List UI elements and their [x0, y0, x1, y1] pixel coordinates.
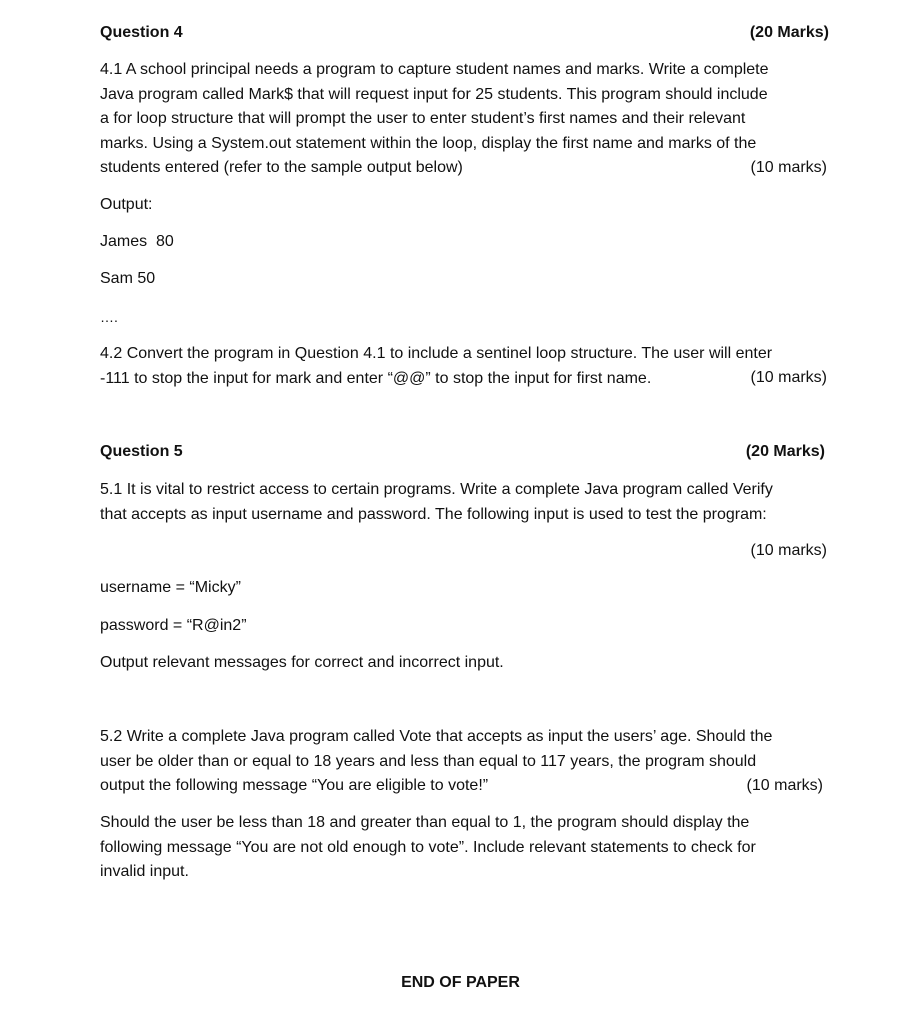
text-line: students entered (refer to the sample output below) — [100, 159, 463, 176]
question-4-marks: (20 Marks) — [749, 24, 829, 41]
text-line: that accepts as input username and password. The following input is used to test the program: — [100, 505, 767, 523]
question-5-1-marks: (10 marks) — [750, 542, 827, 559]
text-line: -111 to stop the input for mark and enter “@@” to stop the input for first name. — [100, 369, 652, 387]
text-line: 4.2 Convert the program in Question 4.1 to include a sentinel loop structure. The user will enter — [100, 345, 773, 362]
password-line: password = “R@in2” — [100, 617, 247, 634]
text-line: a for loop structure that will prompt the user to enter student’s first names and their relevant — [100, 110, 746, 127]
end-of-paper: END OF PAPER — [401, 974, 520, 991]
question-4-2-marks: (10 marks) — [750, 369, 827, 386]
question-5-heading: Question 5 — [100, 443, 183, 460]
question-5-2-text — [100, 725, 830, 799]
sample-output-line: James 80 — [100, 233, 174, 250]
question-5-2-marks: (10 marks) — [746, 777, 823, 794]
question-4-heading: Question 4 — [100, 24, 183, 41]
question-4-1-marks: (10 marks) — [750, 159, 827, 176]
text-line: following message “You are not old enough to vote”. Include relevant statements to check for — [100, 838, 756, 856]
text-line: output the following message “You are eligible to vote!” — [100, 777, 489, 794]
username-line: username = “Micky” — [100, 579, 241, 596]
question-5-marks: (20 Marks) — [745, 443, 825, 460]
sample-output-ellipsis: …. — [100, 309, 118, 325]
text-line: 5.2 Write a complete Java program called Vote that accepts as input the users’ age. Should the — [100, 728, 773, 745]
text-line: Should the user be less than 18 and greater than equal to 1, the program should display the — [100, 814, 750, 831]
question-4-2-text — [100, 342, 830, 391]
text-line: Java program called Mark$ that will request input for 25 students. This program should include — [100, 85, 768, 103]
text-line: 4.1 A school principal needs a program to capture student names and marks. Write a complete — [100, 61, 769, 78]
output-label: Output: — [100, 196, 153, 213]
text-line: user be older than or equal to 18 years and less than equal to 117 years, the program should — [100, 752, 757, 770]
text-line: marks. Using a System.out statement within the loop, display the first name and marks of the — [100, 134, 757, 152]
output-instruction: Output relevant messages for correct and incorrect input. — [100, 654, 504, 671]
question-4-1-text — [100, 58, 830, 181]
text-line: invalid input. — [100, 863, 189, 880]
sample-output-line: Sam 50 — [100, 270, 156, 287]
question-5-2-continued-text — [100, 811, 830, 885]
text-line: 5.1 It is vital to restrict access to certain programs. Write a complete Java program called Verify — [100, 481, 773, 498]
question-5-1-text — [100, 478, 830, 527]
